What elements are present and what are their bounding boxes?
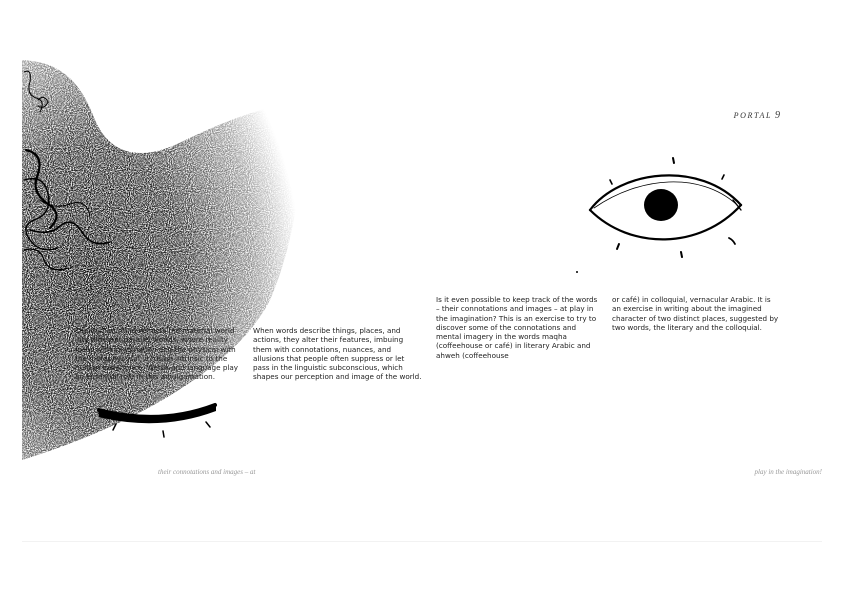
text-column-2: When words describe things, places, and actions, they alter their features, imbuing them with connotations, nuances, and allusions that people often suppress or let pass in the linguistic subconscious, which shapes our perception and image of the world. xyxy=(253,326,422,382)
page-number: 9 xyxy=(775,110,780,121)
text-column-3: Is it even possible to keep track of the words – their connotations and images – at play in the imagination? This is an exercise to try to discover some of the connotations and mental imagery in the words maqha (coffeehouse or café) in literary Arabic and ahweh (coffeehouse xyxy=(436,295,598,360)
text-column-4: or café) in colloquial, vernacular Arabic. It is an exercise in writing about the imagined character of two distinct places, suggested by two words, the literary and the colloquial. xyxy=(612,295,779,332)
bottom-divider xyxy=(22,541,822,542)
running-header xyxy=(734,110,780,121)
header-title: PORTAL xyxy=(733,111,772,120)
footer-caption-right: play in the imagination! xyxy=(754,468,822,476)
text-column-1: The human mind refracts the material world into different parallel worlds, where reality fuses with imagination and the physical with the metaphys-ical, a fusion intrinsic to the human experience. Words and language play an essential role in this amalgamation. xyxy=(75,326,239,382)
footer-caption-left: their connotations and images – at xyxy=(158,468,256,476)
